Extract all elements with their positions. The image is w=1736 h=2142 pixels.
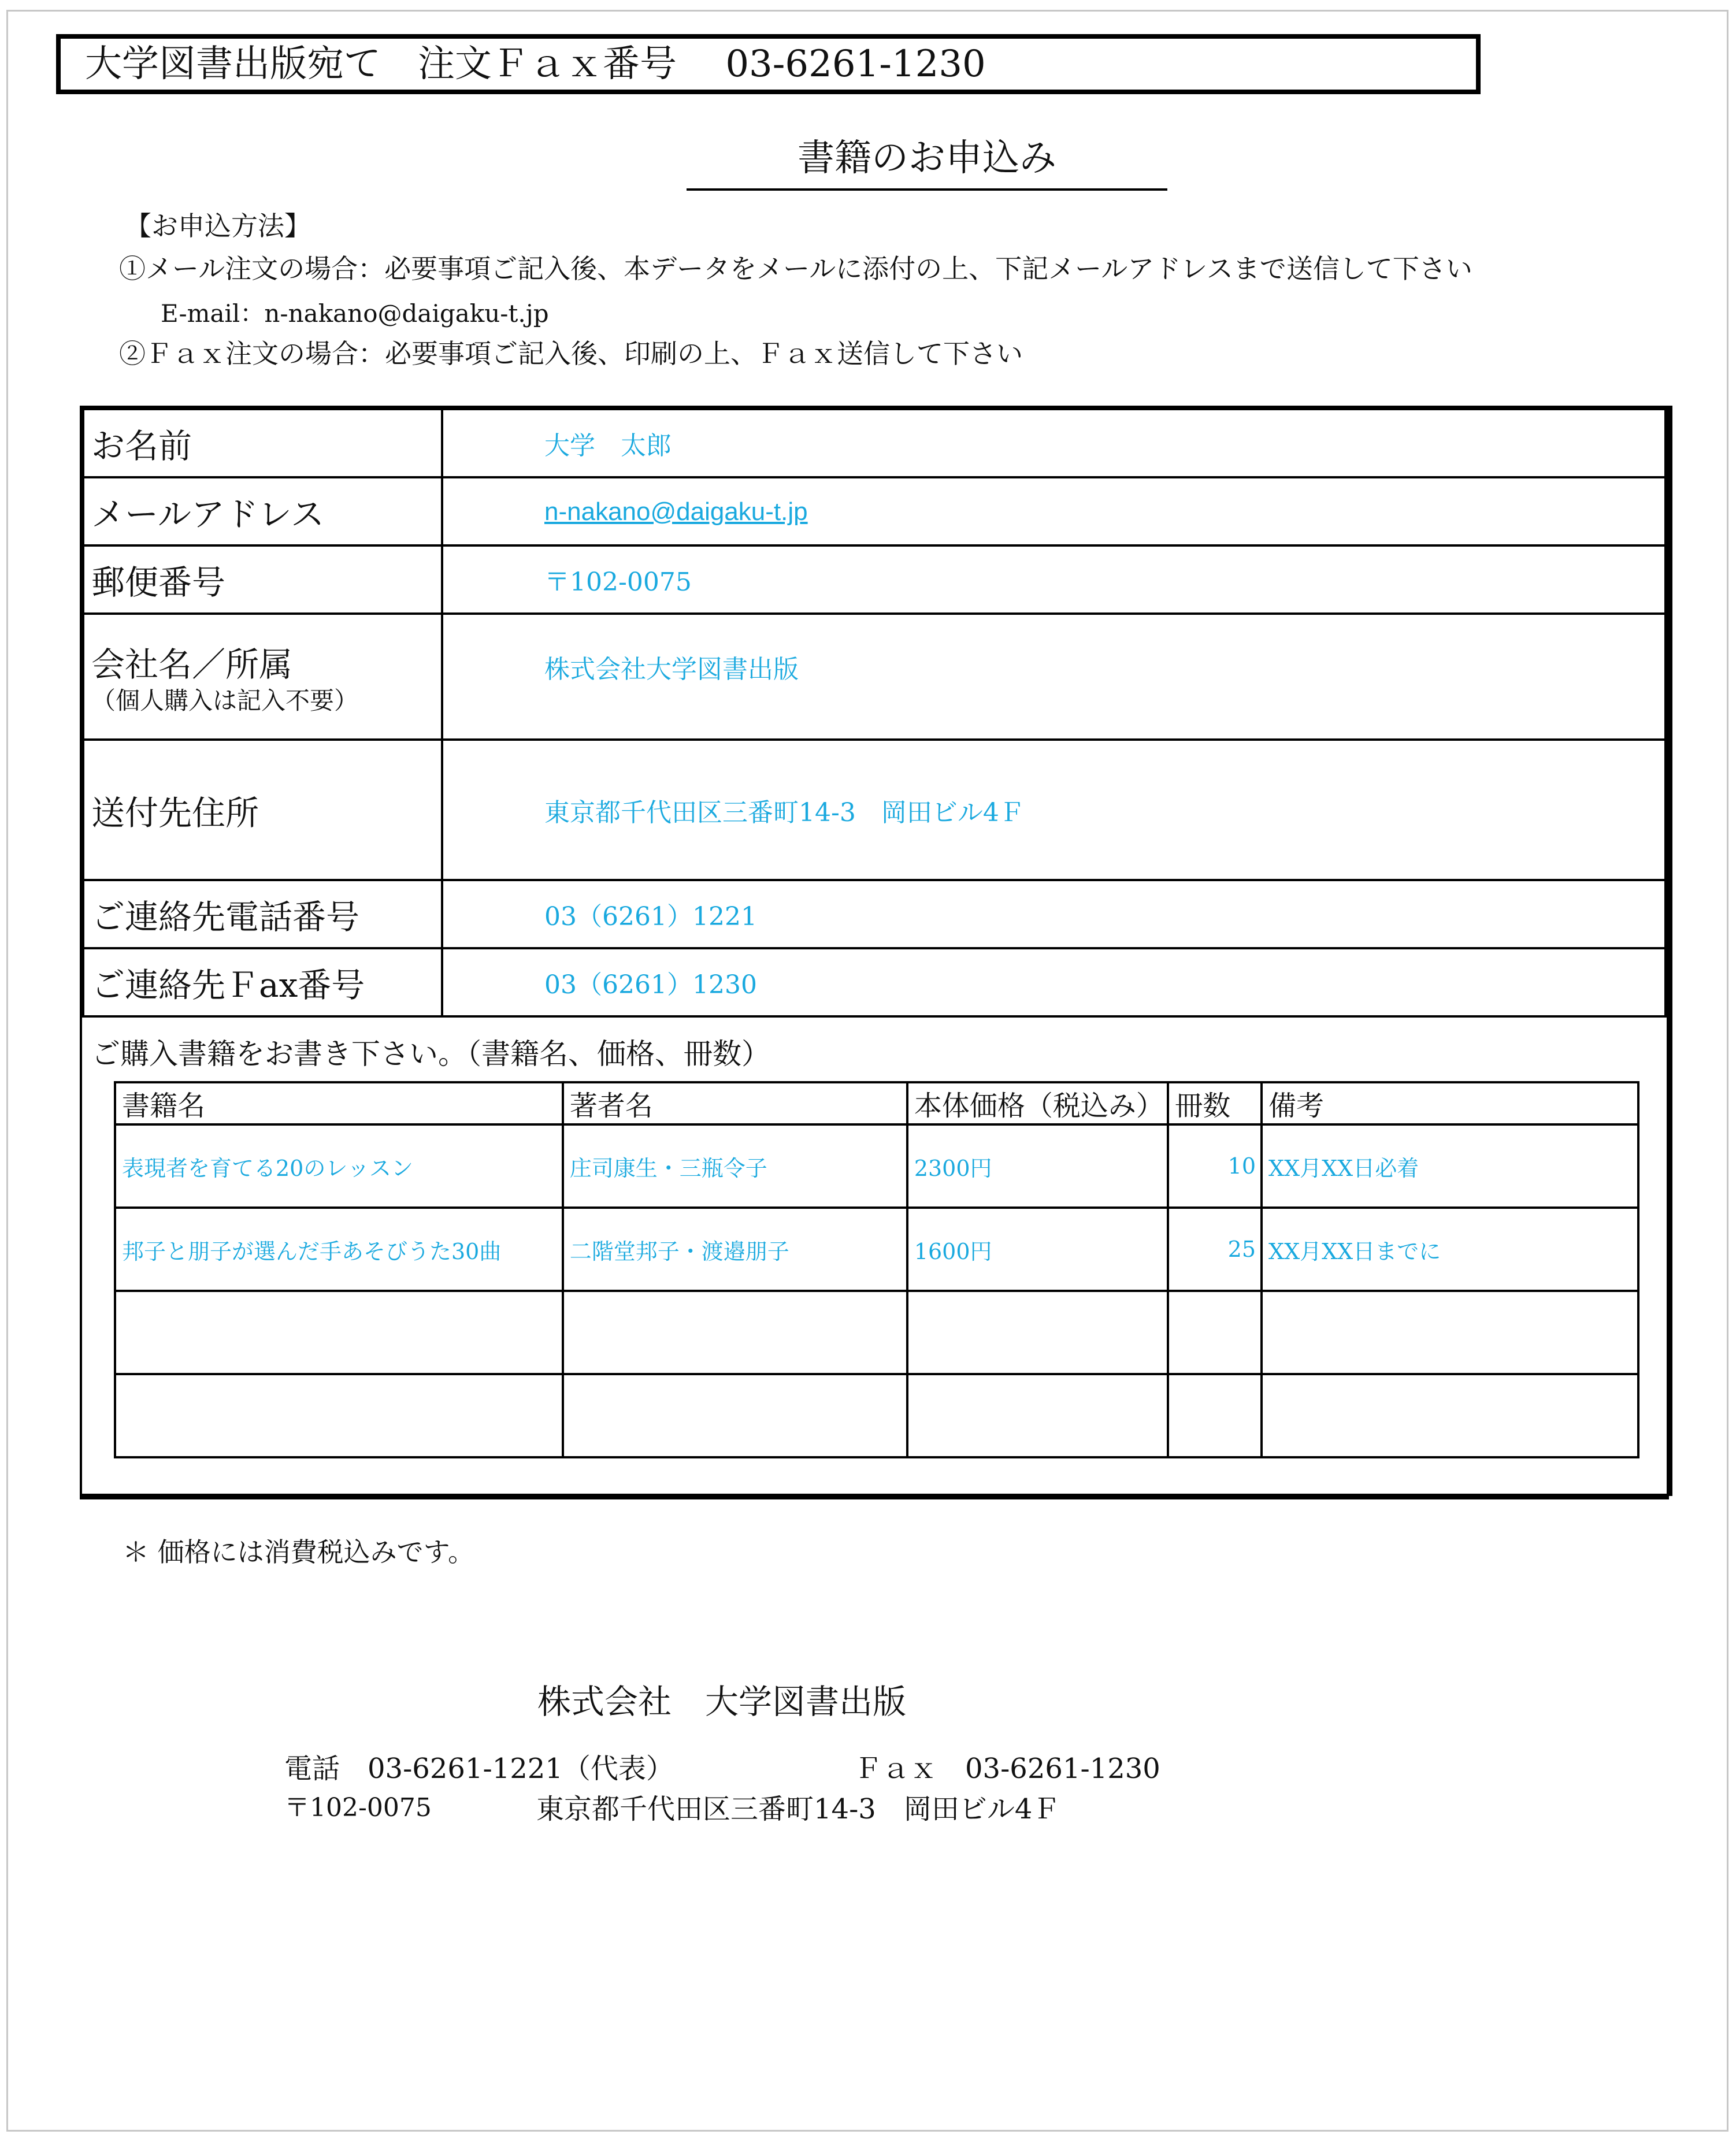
footer-zip: 〒102-0075	[284, 1793, 432, 1822]
remarks-cell[interactable]: XX月XX日までに	[1262, 1208, 1638, 1291]
table-row	[115, 1291, 1638, 1374]
remarks-cell[interactable]: XX月XX日必着	[1262, 1124, 1638, 1208]
header-quantity: 冊数	[1168, 1082, 1262, 1124]
name-field[interactable]: 大学 太郎	[442, 409, 1665, 477]
author-cell[interactable]: 庄司康生・三瓶令子	[563, 1124, 907, 1208]
company-sublabel: （個人購入は記入不要）	[91, 686, 359, 715]
book-title-cell[interactable]: 表現者を育てる20のレッスン	[115, 1124, 563, 1208]
remarks-cell[interactable]	[1262, 1374, 1638, 1457]
form-shadow-bottom	[80, 1496, 1669, 1499]
zip-field[interactable]: 〒102-0075	[442, 545, 1665, 614]
table-row	[115, 1124, 1638, 1208]
method-email-instruction: ①メール注文の場合：必要事項ご記入後、本データをメールに添付の上、下記メールアドレスまで送信して下さい	[119, 253, 1472, 284]
table-row	[115, 1208, 1638, 1291]
name-label: お名前	[83, 409, 442, 477]
price-cell[interactable]: 2300円	[907, 1124, 1168, 1208]
purchase-instruction: ご購入書籍をお書き下さい。（書籍名、価格、冊数）	[91, 1037, 770, 1071]
author-cell[interactable]: 二階堂邦子・渡邉朋子	[563, 1208, 907, 1291]
footer-phone: 電話 03-6261-1221（代表）	[284, 1753, 674, 1785]
book-title-cell[interactable]	[115, 1374, 563, 1457]
order-form	[80, 406, 1669, 1496]
email-label: メールアドレス	[83, 477, 442, 545]
price-cell[interactable]: 1600円	[907, 1208, 1168, 1291]
fax-label: ご連絡先Ｆax番号	[83, 948, 442, 1016]
author-cell[interactable]	[563, 1291, 907, 1374]
address-row	[83, 740, 1665, 880]
company-row	[83, 614, 1665, 740]
method-fax-instruction: ②Ｆａｘ注文の場合：必要事項ご記入後、印刷の上、Ｆａｘ送信して下さい	[119, 338, 1023, 369]
email-field[interactable]	[442, 477, 1665, 545]
quantity-cell[interactable]	[1168, 1374, 1262, 1457]
header-author: 著者名	[563, 1082, 907, 1124]
address-label: 送付先住所	[83, 740, 442, 880]
quantity-cell[interactable]	[1168, 1291, 1262, 1374]
book-title-cell[interactable]: 邦子と朋子が選んだ手あそびうた30曲	[115, 1208, 563, 1291]
tax-note: ＊ 価格には消費税込みです。	[123, 1536, 474, 1568]
footer-address: 東京都千代田区三番町14-3 岡田ビル4Ｆ	[536, 1793, 1060, 1825]
fax-field[interactable]: 03（6261）1230	[442, 948, 1665, 1016]
email-row	[83, 477, 1665, 545]
book-title-cell[interactable]	[115, 1291, 563, 1374]
phone-row	[83, 880, 1665, 948]
fax-row	[83, 948, 1665, 1016]
method-email-address: E-mail：n-nakano@daigaku-t.jp	[161, 299, 549, 328]
phone-label: ご連絡先電話番号	[83, 880, 442, 948]
table-row	[115, 1374, 1638, 1457]
customer-info-table	[82, 408, 1667, 1018]
header-remarks: 備考	[1262, 1082, 1638, 1124]
price-cell[interactable]	[907, 1374, 1168, 1457]
method-heading: 【お申込方法】	[125, 210, 311, 242]
books-header-row	[115, 1082, 1638, 1124]
company-field[interactable]: 株式会社大学図書出版	[442, 614, 1665, 740]
address-field[interactable]: 東京都千代田区三番町14-3 岡田ビル4Ｆ	[442, 740, 1665, 880]
name-row	[83, 409, 1665, 477]
footer-company-name: 株式会社 大学図書出版	[537, 1682, 907, 1721]
footer-fax: Ｆａｘ 03-6261-1230	[854, 1753, 1160, 1785]
price-cell[interactable]	[907, 1291, 1168, 1374]
company-label-cell	[83, 614, 442, 740]
phone-field[interactable]: 03（6261）1221	[442, 880, 1665, 948]
zip-row	[83, 545, 1665, 614]
books-table	[114, 1081, 1639, 1458]
form-shadow-right	[1669, 406, 1672, 1496]
quantity-cell[interactable]: 10	[1168, 1124, 1262, 1208]
page-title: 書籍のお申込み	[687, 126, 1167, 191]
remarks-cell[interactable]	[1262, 1291, 1638, 1374]
quantity-cell[interactable]: 25	[1168, 1208, 1262, 1291]
zip-label: 郵便番号	[83, 545, 442, 614]
header-title: 書籍名	[115, 1082, 563, 1124]
fax-number-header: 大学図書出版宛て 注文Ｆａｘ番号 03-6261-1230	[56, 34, 1481, 94]
header-price: 本体価格（税込み）	[907, 1082, 1168, 1124]
author-cell[interactable]	[563, 1374, 907, 1457]
email-link[interactable]: n-nakano@daigaku-t.jp	[544, 497, 808, 526]
company-label: 会社名／所属	[91, 645, 293, 684]
